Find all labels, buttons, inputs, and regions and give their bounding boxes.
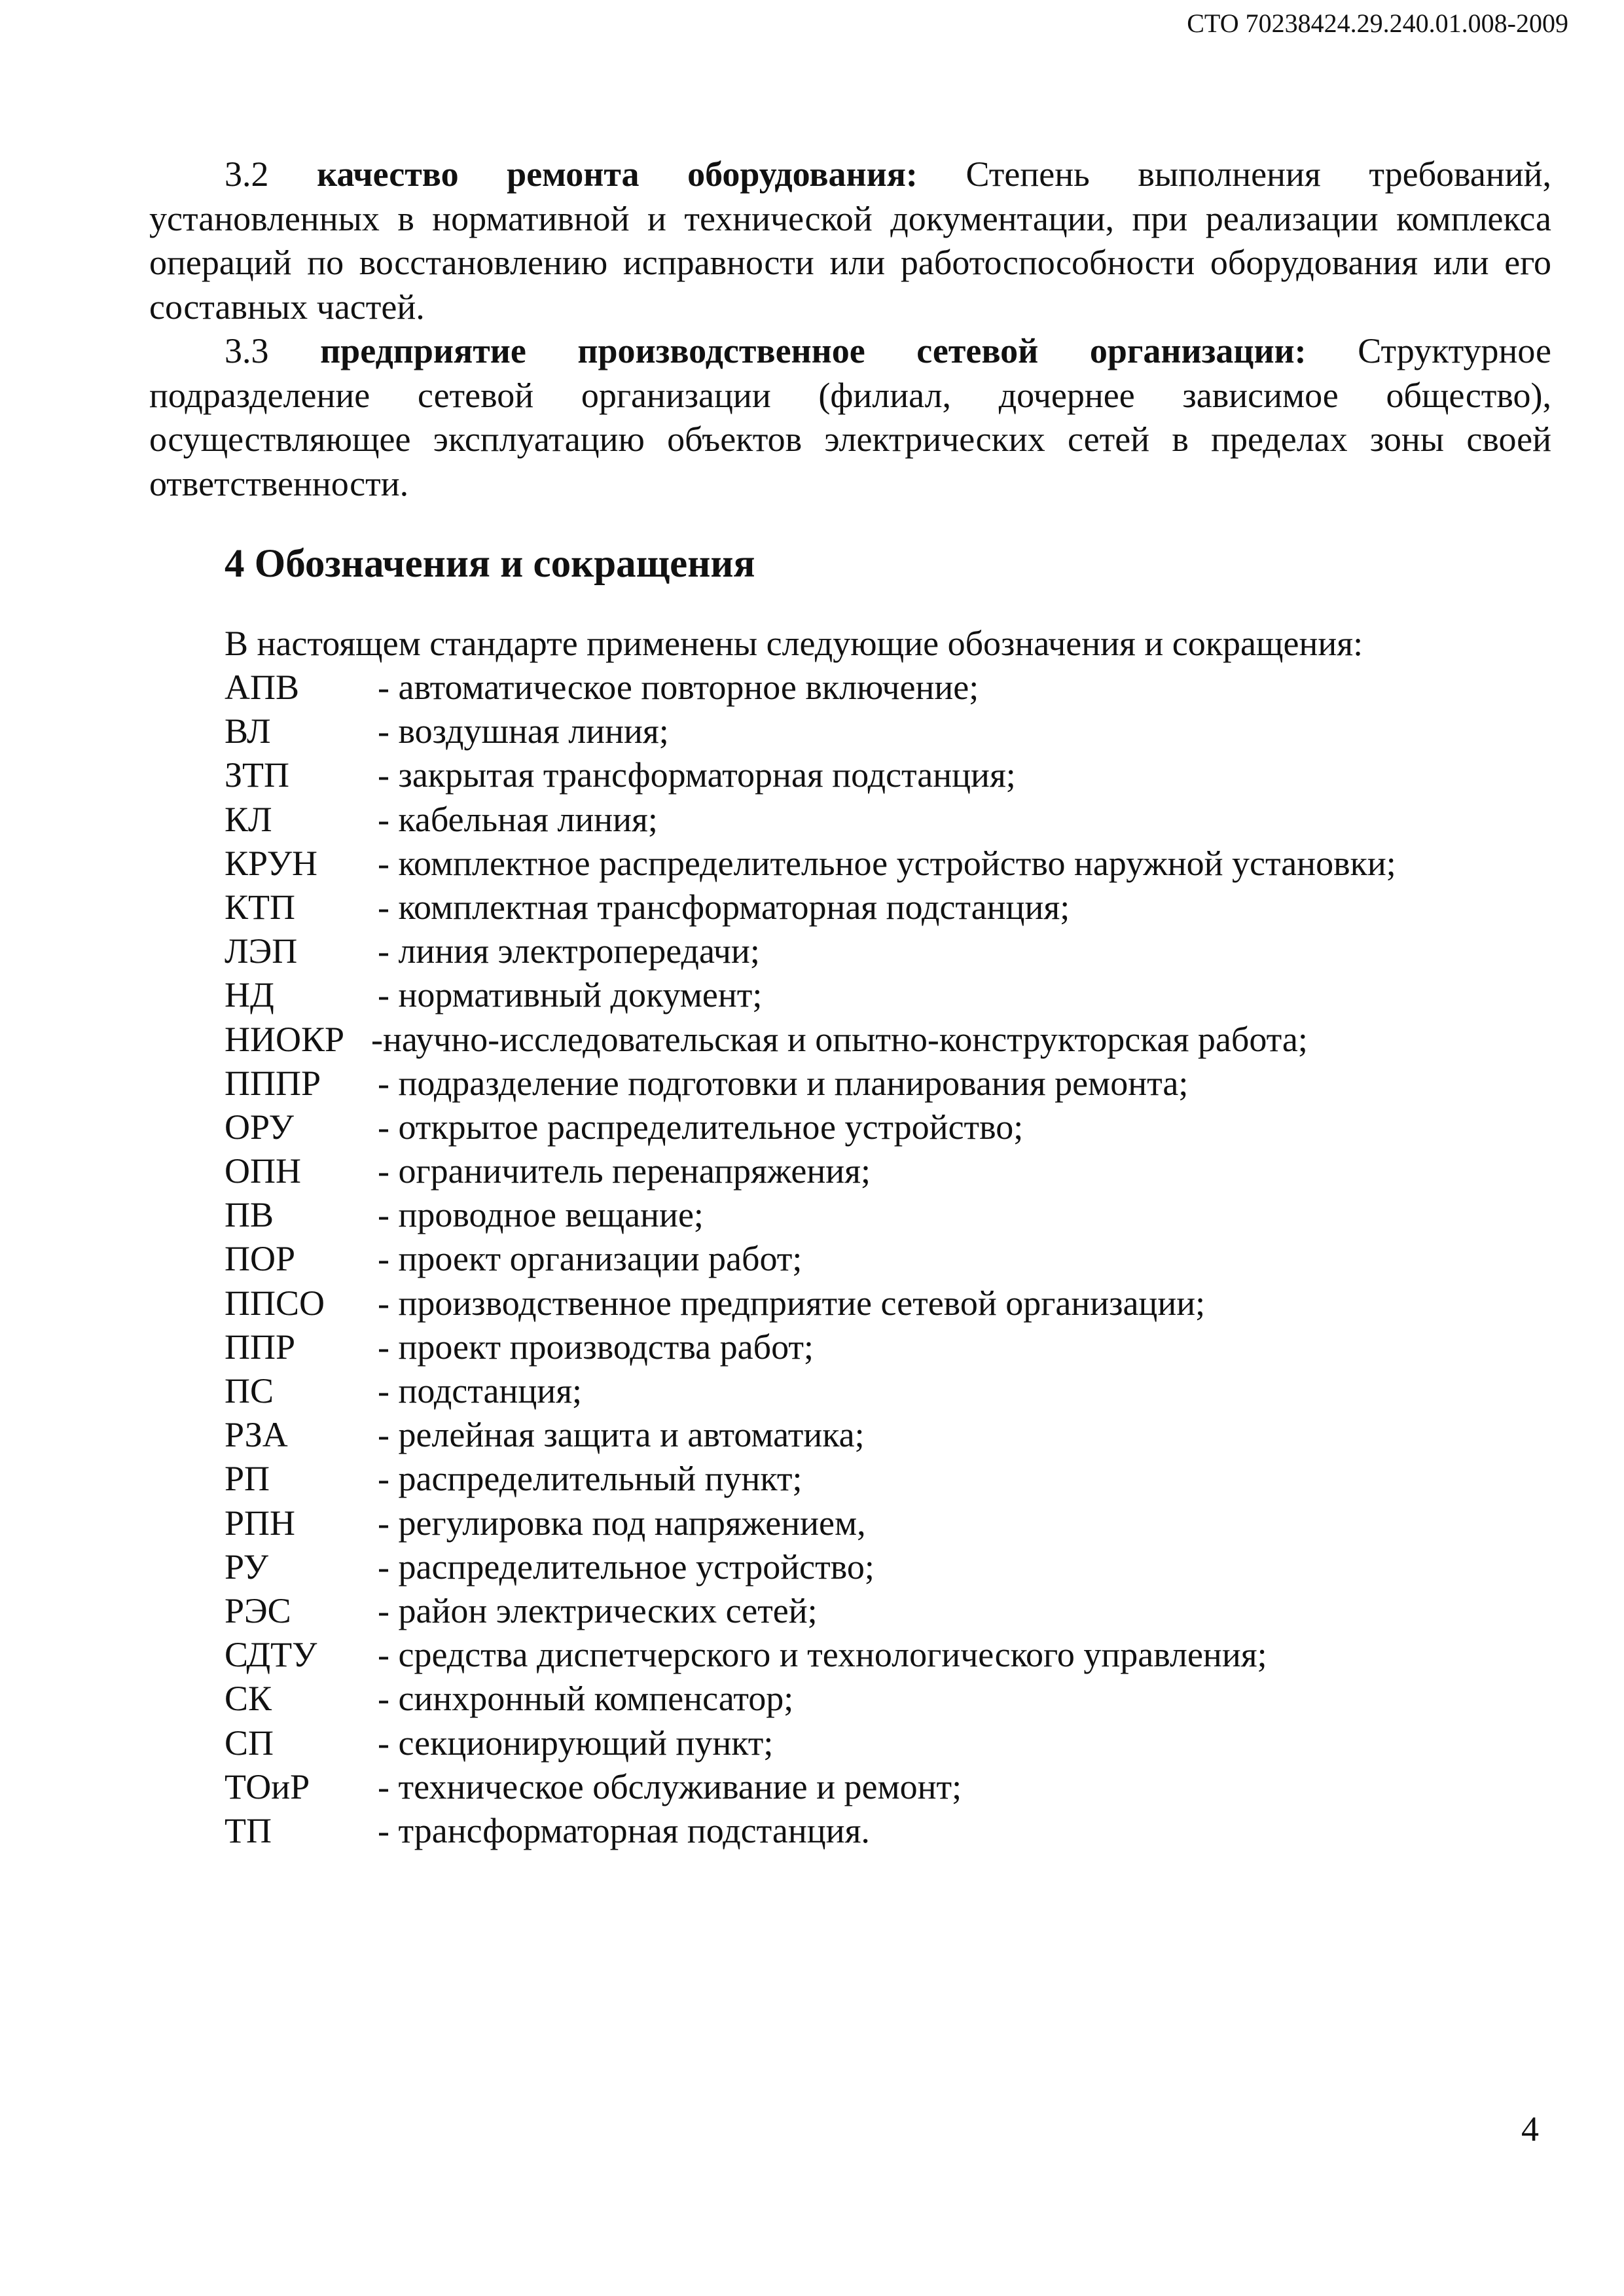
abbreviation-row [225,842,1534,886]
abbreviation-row [225,1105,1534,1149]
abbreviation-code: СК [225,1679,272,1719]
abbreviation-row [225,886,1534,929]
definition-number: 3.2 [225,154,269,194]
abbreviation-row [225,1721,1534,1765]
abbreviation-definition: - автоматическое повторное включение; [378,668,979,707]
document-code: СТО 70238424.29.240.01.008-2009 [1187,9,1568,38]
abbreviation-code: СП [225,1723,274,1763]
abbreviation-row [225,1501,1534,1545]
abbreviation-row [225,753,1534,797]
abbreviation-code: ЛЭП [225,931,298,971]
abbreviation-code: ПОР [225,1239,296,1279]
abbreviation-row [225,1018,1534,1062]
abbreviation-row [225,1765,1534,1809]
abbreviation-definition: - трансформаторная подстанция. [378,1810,870,1850]
abbreviation-code: ПППР [225,1063,321,1103]
abbreviations-intro: В настоящем стандарте применены следующие обозначения и сокращения: [225,624,1363,663]
abbreviation-code: РП [225,1459,270,1499]
abbreviation-row [225,1677,1534,1721]
abbreviation-definition: - комплектное распределительное устройство наружной установки; [378,843,1396,883]
abbreviation-definition: - проект организации работ; [378,1239,803,1279]
abbreviation-code: ППСО [225,1283,325,1323]
abbreviation-row [225,1589,1534,1633]
abbreviation-code: РПН [225,1503,296,1543]
abbreviation-definition: - район электрических сетей; [378,1590,818,1630]
abbreviation-definition: - закрытая трансформаторная подстанция; [378,755,1016,795]
abbreviation-code: РЗА [225,1415,288,1455]
abbreviation-row [225,666,1534,709]
abbreviation-definition: - синхронный компенсатор; [378,1679,794,1719]
abbreviation-row [225,973,1534,1017]
abbreviation-definition: - воздушная линия; [378,711,669,751]
abbreviation-code: КТП [225,887,295,927]
abbreviation-row [225,1237,1534,1281]
abbreviation-row [225,1325,1534,1369]
section-title: Обозначения и сокращения [254,542,755,586]
abbreviation-definition: - проект производства работ; [378,1327,814,1367]
abbreviation-code: ПВ [225,1195,274,1235]
abbreviation-definition: -научно-исследовательская и опытно-конструкторская работа; [371,1019,1308,1059]
abbreviation-definition: - регулировка под напряжением, [378,1503,866,1543]
abbreviation-definition: - техническое обслуживание и ремонт; [378,1767,962,1806]
abbreviation-code: ТОиР [225,1767,310,1806]
definition-3-3 [149,329,1551,506]
abbreviation-code: КЛ [225,799,272,839]
abbreviation-definition: - подразделение подготовки и планирования ремонта; [378,1063,1189,1103]
abbreviation-code: НД [225,975,274,1015]
abbreviation-definition: - проводное вещание; [378,1195,704,1235]
abbreviation-code: ОРУ [225,1107,294,1147]
abbreviation-row [225,798,1534,842]
abbreviation-definition: - подстанция; [378,1371,583,1410]
definition-term: качество ремонта оборудования: [317,154,918,194]
abbreviation-code: НИОКР [225,1019,345,1059]
abbreviation-code: АПВ [225,668,300,707]
abbreviation-definition: - ограничитель перенапряжения; [378,1151,871,1191]
definition-text: Структурное подразделение сетевой организации (филиал, дочернее зависимое общество), осуществляющее эксплуатацию объектов электрических сетей в пределах зоны своей ответственности. [149,331,1552,503]
definitions-block [149,152,1551,506]
abbreviation-code: СДТУ [225,1635,317,1675]
abbreviation-definition: - нормативный документ; [378,975,763,1015]
abbreviation-row [225,1369,1534,1413]
definition-text: Степень выполнения требований, установленных в нормативной и технической документации, при реализации комплекса операций по восстановлению исправности или работоспособности оборудования или его составных частей. [149,154,1552,327]
abbreviation-code: РЭС [225,1590,291,1630]
abbreviation-definition: - распределительное устройство; [378,1547,875,1587]
abbreviation-definition: - линия электропередачи; [378,931,760,971]
abbreviation-row [225,1545,1534,1589]
abbreviation-row [225,929,1534,973]
abbreviation-code: ЗТП [225,755,290,795]
abbreviation-row [225,1149,1534,1193]
abbreviation-row [225,1809,1534,1853]
definition-term: предприятие производственное сетевой организации: [320,331,1307,370]
section-number: 4 [225,542,245,586]
abbreviation-row [225,1413,1534,1457]
abbreviation-row [225,1633,1534,1677]
abbreviation-definition: - секционирующий пункт; [378,1723,774,1763]
abbreviation-definition: - распределительный пункт; [378,1459,803,1499]
abbreviation-code: КРУН [225,843,317,883]
abbreviation-definition: - кабельная линия; [378,799,658,839]
abbreviation-definition: - средства диспетчерского и технологического управления; [378,1635,1267,1675]
abbreviation-code: ВЛ [225,711,271,751]
abbreviation-definition: - релейная защита и автоматика; [378,1415,865,1455]
abbreviations-list [225,666,1534,1853]
section-heading [225,537,755,592]
abbreviation-definition: - комплектная трансформаторная подстанция; [378,887,1070,927]
definition-3-2 [149,152,1551,329]
abbreviation-definition: - открытое распределительное устройство; [378,1107,1024,1147]
abbreviation-code: РУ [225,1547,268,1587]
abbreviation-code: ППР [225,1327,296,1367]
abbreviation-code: ТП [225,1810,272,1850]
abbreviation-code: ОПН [225,1151,301,1191]
abbreviation-row [225,1062,1534,1105]
definition-number: 3.3 [225,331,269,370]
abbreviation-row [225,709,1534,753]
abbreviation-row [225,1282,1534,1325]
abbreviation-definition: - производственное предприятие сетевой организации; [378,1283,1206,1323]
abbreviation-code: ПС [225,1371,274,1410]
abbreviation-row [225,1193,1534,1237]
page-number: 4 [1521,2109,1539,2149]
abbreviation-row [225,1457,1534,1501]
